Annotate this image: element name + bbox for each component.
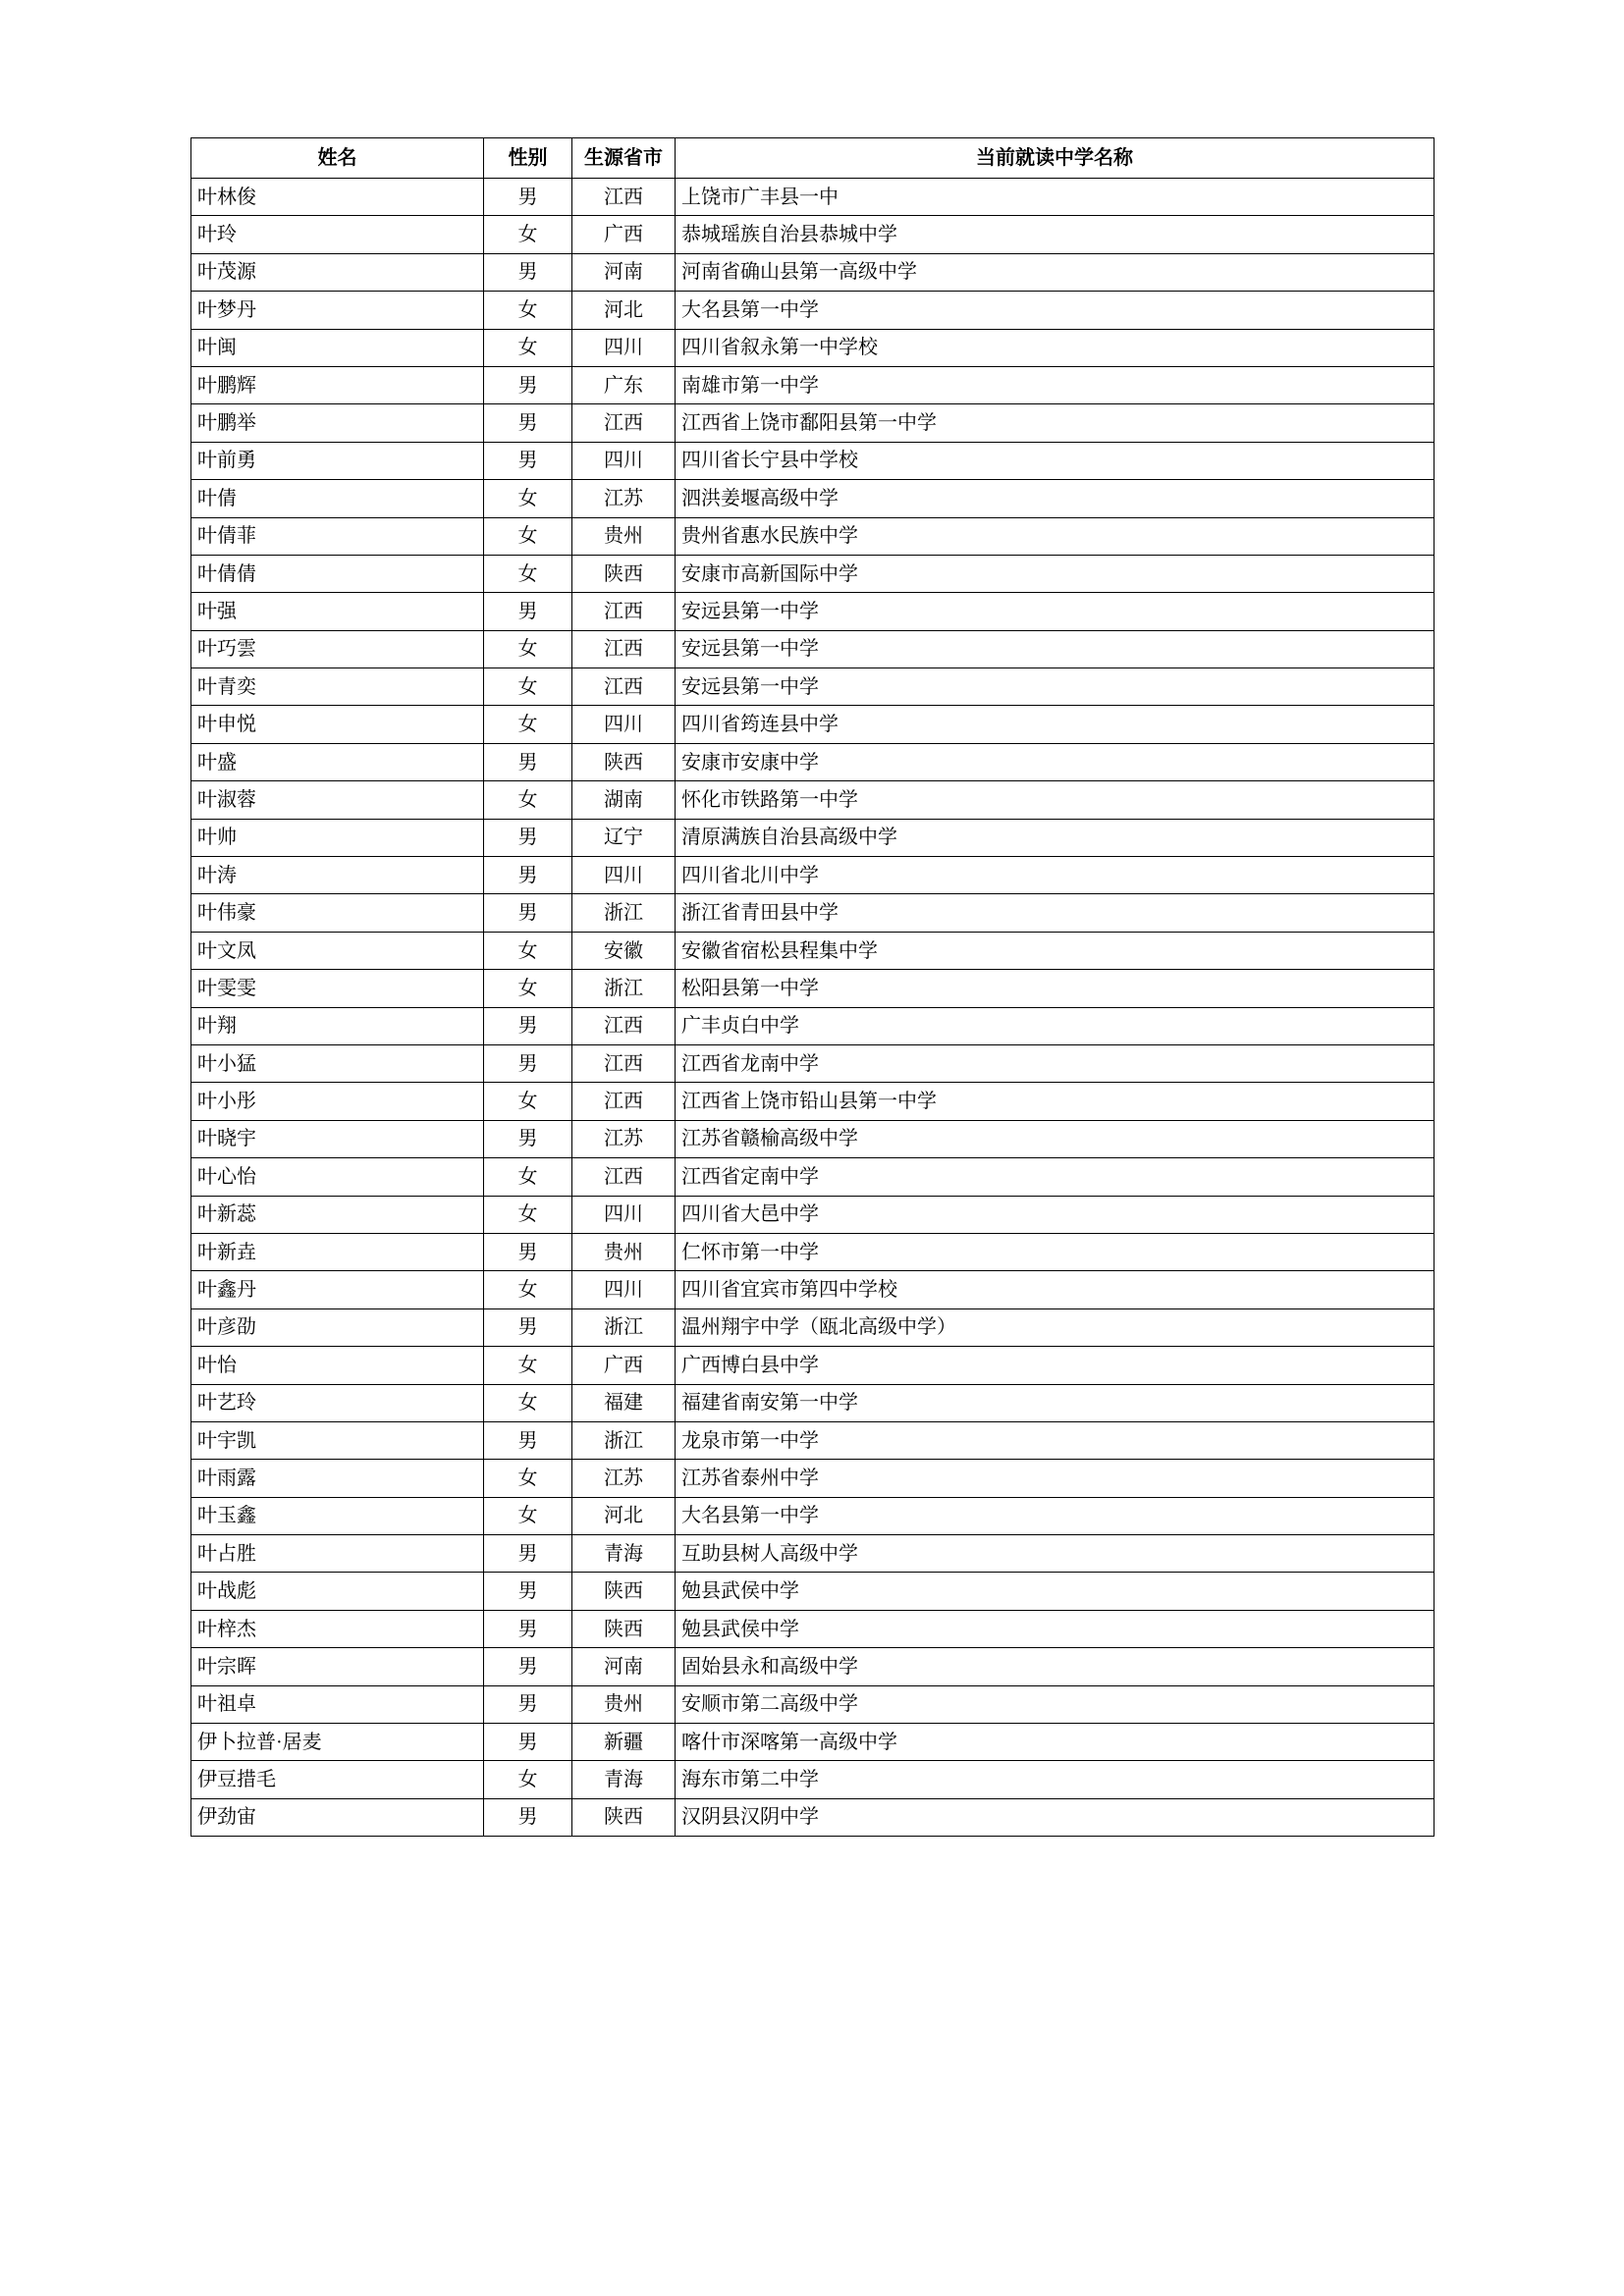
cell-gender: 女 [484, 555, 572, 592]
cell-name: 叶淑蓉 [191, 781, 484, 819]
cell-school: 江西省上饶市鄱阳县第一中学 [676, 404, 1435, 442]
cell-school: 海东市第二中学 [676, 1761, 1435, 1798]
table-header-row [191, 138, 1435, 179]
cell-name: 叶巧雲 [191, 630, 484, 667]
table-row [191, 1685, 1435, 1723]
cell-school: 广西博白县中学 [676, 1347, 1435, 1384]
cell-name: 叶心怡 [191, 1158, 484, 1196]
cell-school: 汉阴县汉阴中学 [676, 1798, 1435, 1836]
cell-province: 陕西 [572, 743, 676, 780]
cell-name: 叶宇凯 [191, 1421, 484, 1459]
cell-gender: 女 [484, 1347, 572, 1384]
cell-gender: 女 [484, 480, 572, 517]
cell-school: 安徽省宿松县程集中学 [676, 932, 1435, 969]
cell-gender: 男 [484, 1685, 572, 1723]
roster-table-container [190, 137, 1434, 1837]
cell-school: 上饶市广丰县一中 [676, 179, 1435, 216]
cell-school: 泗洪姜堰高级中学 [676, 480, 1435, 517]
cell-school: 四川省筠连县中学 [676, 706, 1435, 743]
cell-school: 勉县武侯中学 [676, 1610, 1435, 1647]
cell-name: 伊卜拉普·居麦 [191, 1724, 484, 1761]
cell-province: 贵州 [572, 517, 676, 555]
cell-province: 福建 [572, 1384, 676, 1421]
cell-name: 叶玲 [191, 216, 484, 253]
cell-name: 伊劲宙 [191, 1798, 484, 1836]
cell-school: 江西省龙南中学 [676, 1044, 1435, 1082]
cell-gender: 女 [484, 1761, 572, 1798]
cell-school: 河南省确山县第一高级中学 [676, 253, 1435, 291]
cell-school: 南雄市第一中学 [676, 366, 1435, 403]
table-row [191, 894, 1435, 932]
table-row [191, 1573, 1435, 1610]
table-row [191, 1007, 1435, 1044]
cell-name: 伊豆措毛 [191, 1761, 484, 1798]
cell-gender: 男 [484, 743, 572, 780]
cell-province: 广西 [572, 216, 676, 253]
table-row [191, 555, 1435, 592]
cell-province: 贵州 [572, 1233, 676, 1270]
cell-province: 四川 [572, 1196, 676, 1233]
cell-school: 浙江省青田县中学 [676, 894, 1435, 932]
cell-name: 叶文凤 [191, 932, 484, 969]
cell-province: 湖南 [572, 781, 676, 819]
cell-name: 叶茂源 [191, 253, 484, 291]
cell-school: 广丰贞白中学 [676, 1007, 1435, 1044]
cell-school: 龙泉市第一中学 [676, 1421, 1435, 1459]
table-row [191, 1196, 1435, 1233]
cell-school: 大名县第一中学 [676, 292, 1435, 329]
cell-gender: 男 [484, 1120, 572, 1157]
cell-gender: 女 [484, 1460, 572, 1497]
cell-gender: 女 [484, 781, 572, 819]
cell-name: 叶闽 [191, 329, 484, 366]
table-row [191, 1158, 1435, 1196]
table-row [191, 253, 1435, 291]
cell-province: 四川 [572, 442, 676, 479]
cell-school: 四川省宜宾市第四中学校 [676, 1271, 1435, 1308]
cell-name: 叶前勇 [191, 442, 484, 479]
cell-name: 叶强 [191, 593, 484, 630]
cell-name: 叶新垚 [191, 1233, 484, 1270]
cell-name: 叶倩菲 [191, 517, 484, 555]
cell-gender: 男 [484, 1535, 572, 1573]
cell-name: 叶伟豪 [191, 894, 484, 932]
cell-gender: 男 [484, 1421, 572, 1459]
cell-gender: 男 [484, 1007, 572, 1044]
cell-gender: 女 [484, 329, 572, 366]
cell-province: 四川 [572, 857, 676, 894]
cell-school: 勉县武侯中学 [676, 1573, 1435, 1610]
cell-province: 江苏 [572, 1120, 676, 1157]
cell-school: 安远县第一中学 [676, 630, 1435, 667]
table-row [191, 743, 1435, 780]
cell-province: 贵州 [572, 1685, 676, 1723]
cell-gender: 男 [484, 593, 572, 630]
cell-school: 四川省大邑中学 [676, 1196, 1435, 1233]
cell-province: 江西 [572, 630, 676, 667]
table-row [191, 1308, 1435, 1346]
table-row [191, 857, 1435, 894]
cell-province: 浙江 [572, 1421, 676, 1459]
cell-name: 叶占胜 [191, 1535, 484, 1573]
cell-name: 叶艺玲 [191, 1384, 484, 1421]
table-row [191, 1497, 1435, 1534]
cell-gender: 女 [484, 970, 572, 1007]
cell-gender: 男 [484, 442, 572, 479]
cell-name: 叶战彪 [191, 1573, 484, 1610]
cell-province: 河南 [572, 253, 676, 291]
cell-gender: 女 [484, 630, 572, 667]
column-header-gender: 性别 [484, 138, 572, 179]
table-row [191, 668, 1435, 706]
table-row [191, 781, 1435, 819]
cell-province: 广东 [572, 366, 676, 403]
column-header-province: 生源省市 [572, 138, 676, 179]
cell-school: 安康市高新国际中学 [676, 555, 1435, 592]
table-row [191, 932, 1435, 969]
cell-school: 福建省南安第一中学 [676, 1384, 1435, 1421]
table-row [191, 1761, 1435, 1798]
cell-province: 陕西 [572, 1610, 676, 1647]
cell-province: 新疆 [572, 1724, 676, 1761]
cell-province: 陕西 [572, 1798, 676, 1836]
cell-school: 四川省长宁县中学校 [676, 442, 1435, 479]
cell-province: 江西 [572, 1158, 676, 1196]
cell-gender: 男 [484, 404, 572, 442]
cell-name: 叶宗晖 [191, 1648, 484, 1685]
cell-school: 互助县树人高级中学 [676, 1535, 1435, 1573]
cell-province: 四川 [572, 329, 676, 366]
cell-province: 江苏 [572, 480, 676, 517]
cell-name: 叶林俊 [191, 179, 484, 216]
table-row [191, 1798, 1435, 1836]
cell-gender: 女 [484, 1196, 572, 1233]
table-row [191, 329, 1435, 366]
cell-province: 江西 [572, 668, 676, 706]
cell-school: 四川省北川中学 [676, 857, 1435, 894]
cell-school: 松阳县第一中学 [676, 970, 1435, 1007]
cell-name: 叶涛 [191, 857, 484, 894]
table-row [191, 480, 1435, 517]
cell-school: 安远县第一中学 [676, 668, 1435, 706]
cell-name: 叶小猛 [191, 1044, 484, 1082]
cell-province: 江西 [572, 593, 676, 630]
cell-school: 大名县第一中学 [676, 1497, 1435, 1534]
cell-province: 青海 [572, 1761, 676, 1798]
cell-gender: 女 [484, 1083, 572, 1120]
cell-province: 江苏 [572, 1460, 676, 1497]
table-row [191, 404, 1435, 442]
cell-name: 叶鹏举 [191, 404, 484, 442]
cell-province: 四川 [572, 1271, 676, 1308]
cell-school: 清原满族自治县高级中学 [676, 819, 1435, 856]
cell-school: 江西省上饶市铅山县第一中学 [676, 1083, 1435, 1120]
table-row [191, 1120, 1435, 1157]
cell-gender: 女 [484, 1497, 572, 1534]
table-row [191, 630, 1435, 667]
cell-gender: 女 [484, 1271, 572, 1308]
cell-gender: 男 [484, 366, 572, 403]
cell-province: 浙江 [572, 894, 676, 932]
table-row [191, 1044, 1435, 1082]
cell-name: 叶申悦 [191, 706, 484, 743]
cell-province: 河北 [572, 1497, 676, 1534]
cell-province: 江西 [572, 1044, 676, 1082]
cell-gender: 女 [484, 668, 572, 706]
cell-school: 安远县第一中学 [676, 593, 1435, 630]
cell-school: 江西省定南中学 [676, 1158, 1435, 1196]
table-row [191, 819, 1435, 856]
table-row [191, 1271, 1435, 1308]
cell-name: 叶盛 [191, 743, 484, 780]
cell-name: 叶青奕 [191, 668, 484, 706]
table-row [191, 593, 1435, 630]
cell-gender: 男 [484, 1724, 572, 1761]
cell-gender: 男 [484, 1233, 572, 1270]
cell-province: 浙江 [572, 970, 676, 1007]
cell-gender: 女 [484, 706, 572, 743]
table-row [191, 1610, 1435, 1647]
cell-province: 陕西 [572, 555, 676, 592]
cell-province: 江西 [572, 1083, 676, 1120]
cell-name: 叶雨露 [191, 1460, 484, 1497]
table-row [191, 706, 1435, 743]
table-row [191, 517, 1435, 555]
cell-school: 恭城瑶族自治县恭城中学 [676, 216, 1435, 253]
cell-school: 喀什市深喀第一高级中学 [676, 1724, 1435, 1761]
cell-school: 四川省叙永第一中学校 [676, 329, 1435, 366]
cell-name: 叶梦丹 [191, 292, 484, 329]
cell-gender: 女 [484, 1384, 572, 1421]
cell-gender: 男 [484, 819, 572, 856]
cell-gender: 女 [484, 216, 572, 253]
cell-gender: 男 [484, 1610, 572, 1647]
cell-province: 江西 [572, 1007, 676, 1044]
cell-name: 叶梓杰 [191, 1610, 484, 1647]
cell-gender: 女 [484, 517, 572, 555]
cell-name: 叶小彤 [191, 1083, 484, 1120]
table-row [191, 1724, 1435, 1761]
cell-school: 江苏省赣榆高级中学 [676, 1120, 1435, 1157]
table-row [191, 1384, 1435, 1421]
table-row [191, 292, 1435, 329]
cell-gender: 男 [484, 1573, 572, 1610]
table-row [191, 1233, 1435, 1270]
cell-name: 叶倩 [191, 480, 484, 517]
table-row [191, 179, 1435, 216]
cell-name: 叶怡 [191, 1347, 484, 1384]
cell-province: 江西 [572, 179, 676, 216]
cell-gender: 男 [484, 1308, 572, 1346]
cell-school: 仁怀市第一中学 [676, 1233, 1435, 1270]
cell-province: 安徽 [572, 932, 676, 969]
cell-gender: 男 [484, 179, 572, 216]
cell-school: 怀化市铁路第一中学 [676, 781, 1435, 819]
column-header-school: 当前就读中学名称 [676, 138, 1435, 179]
cell-name: 叶鑫丹 [191, 1271, 484, 1308]
cell-name: 叶翔 [191, 1007, 484, 1044]
cell-school: 江苏省泰州中学 [676, 1460, 1435, 1497]
cell-gender: 男 [484, 1044, 572, 1082]
table-row [191, 1421, 1435, 1459]
cell-province: 河南 [572, 1648, 676, 1685]
student-roster-table [190, 137, 1435, 1837]
cell-province: 江西 [572, 404, 676, 442]
cell-name: 叶倩倩 [191, 555, 484, 592]
cell-school: 固始县永和高级中学 [676, 1648, 1435, 1685]
cell-school: 安顺市第二高级中学 [676, 1685, 1435, 1723]
cell-province: 广西 [572, 1347, 676, 1384]
cell-province: 河北 [572, 292, 676, 329]
table-header [191, 138, 1435, 179]
cell-name: 叶帅 [191, 819, 484, 856]
cell-province: 陕西 [572, 1573, 676, 1610]
cell-name: 叶雯雯 [191, 970, 484, 1007]
cell-province: 浙江 [572, 1308, 676, 1346]
table-body [191, 179, 1435, 1837]
table-row [191, 442, 1435, 479]
table-row [191, 366, 1435, 403]
cell-gender: 女 [484, 292, 572, 329]
cell-gender: 女 [484, 1158, 572, 1196]
cell-name: 叶祖卓 [191, 1685, 484, 1723]
cell-school: 温州翔宇中学（瓯北高级中学） [676, 1308, 1435, 1346]
cell-name: 叶玉鑫 [191, 1497, 484, 1534]
cell-province: 四川 [572, 706, 676, 743]
cell-gender: 男 [484, 1798, 572, 1836]
table-row [191, 1083, 1435, 1120]
cell-name: 叶鹏辉 [191, 366, 484, 403]
cell-gender: 男 [484, 857, 572, 894]
table-row [191, 1535, 1435, 1573]
cell-gender: 男 [484, 1648, 572, 1685]
column-header-name: 姓名 [191, 138, 484, 179]
cell-gender: 女 [484, 932, 572, 969]
cell-school: 安康市安康中学 [676, 743, 1435, 780]
table-row [191, 970, 1435, 1007]
cell-name: 叶晓宇 [191, 1120, 484, 1157]
table-row [191, 1648, 1435, 1685]
cell-name: 叶新蕊 [191, 1196, 484, 1233]
cell-province: 青海 [572, 1535, 676, 1573]
cell-province: 辽宁 [572, 819, 676, 856]
cell-gender: 男 [484, 253, 572, 291]
cell-school: 贵州省惠水民族中学 [676, 517, 1435, 555]
cell-gender: 男 [484, 894, 572, 932]
table-row [191, 1460, 1435, 1497]
table-row [191, 216, 1435, 253]
table-row [191, 1347, 1435, 1384]
cell-name: 叶彦劭 [191, 1308, 484, 1346]
